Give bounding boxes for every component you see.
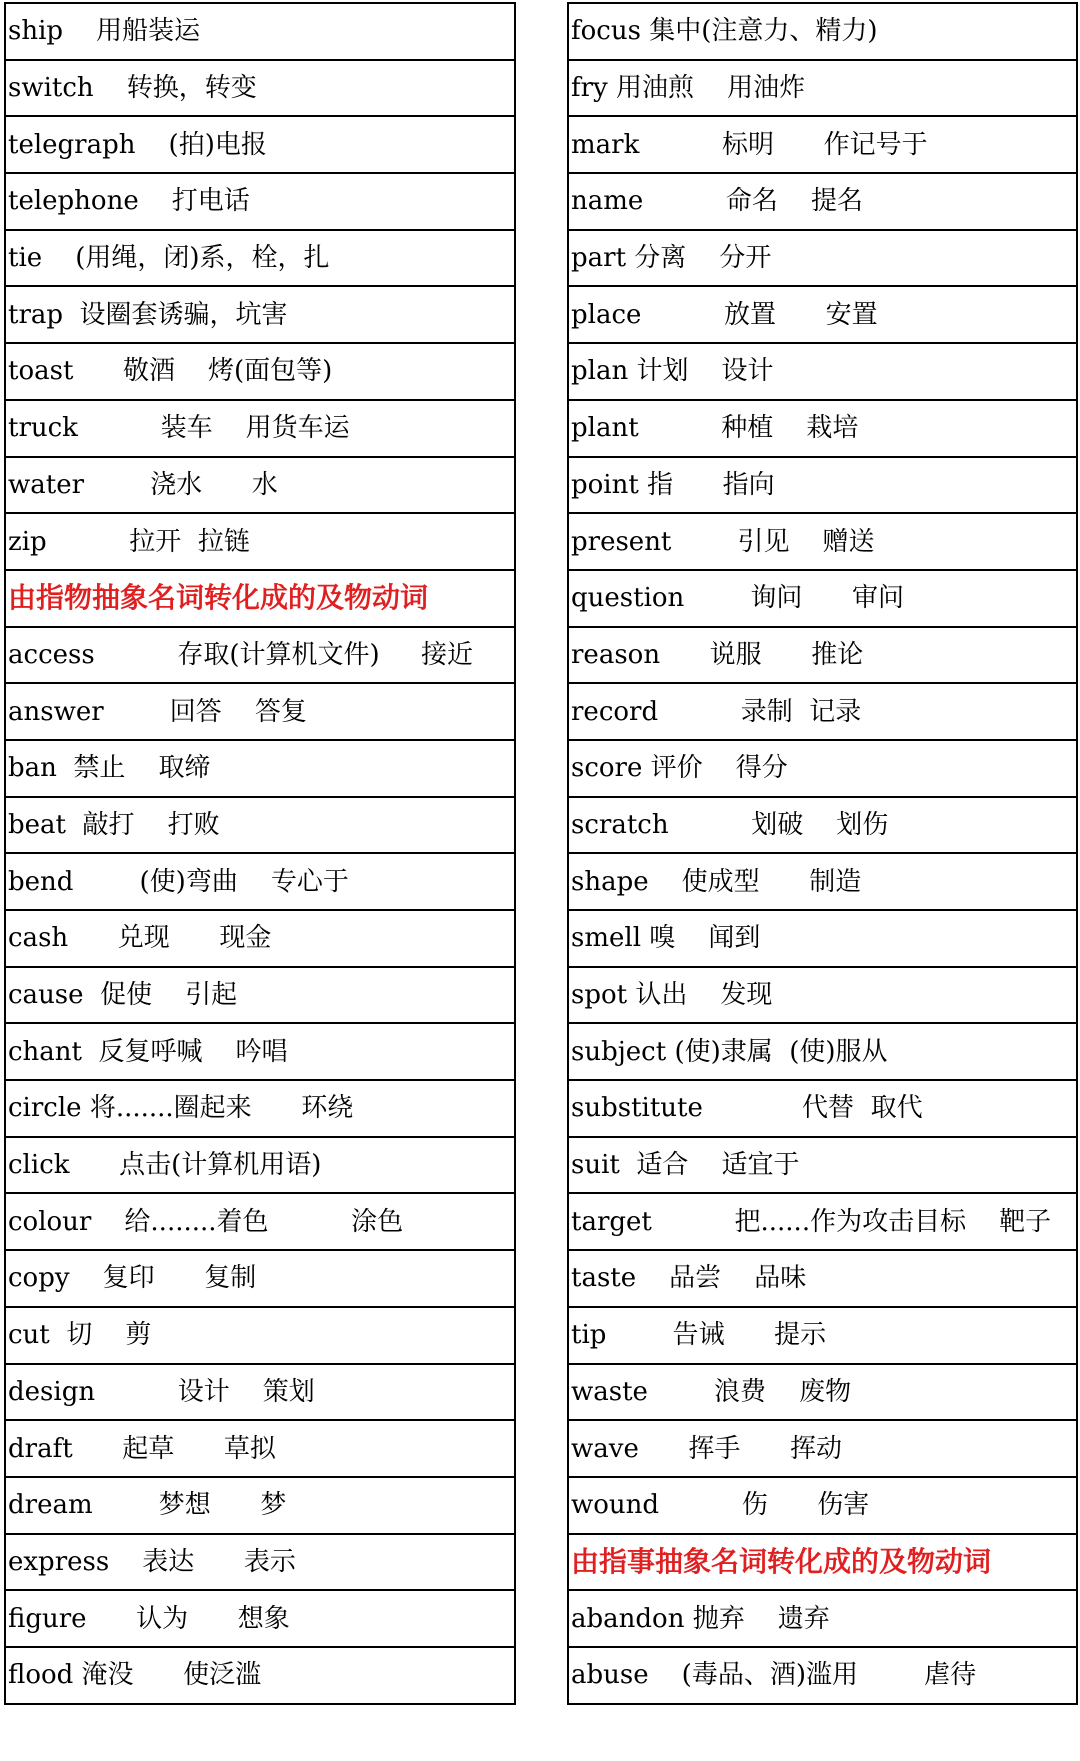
vocab-row: beat 敲打 打败: [6, 798, 514, 855]
vocab-row: bend (使)弯曲 专心于: [6, 854, 514, 911]
vocab-row: plant 种植 栽培: [569, 401, 1076, 458]
vocab-row: taste 品尝 品味: [569, 1251, 1076, 1308]
left-vocab-table: [4, 2, 516, 1705]
vocab-row: design 设计 策划: [6, 1365, 514, 1422]
vocab-row: plan 计划 设计: [569, 344, 1076, 401]
vocab-row: tip 告诫 提示: [569, 1308, 1076, 1365]
vocab-row: wave 挥手 挥动: [569, 1421, 1076, 1478]
vocab-row: dream 梦想 梦: [6, 1478, 514, 1535]
section-heading: 由指物抽象名词转化成的及物动词: [6, 571, 514, 628]
vocab-row: shape 使成型 制造: [569, 854, 1076, 911]
vocab-row: click 点击(计算机用语): [6, 1138, 514, 1195]
vocab-row: score 评价 得分: [569, 741, 1076, 798]
vocab-row: telephone 打电话: [6, 174, 514, 231]
vocab-row: answer 回答 答复: [6, 684, 514, 741]
vocab-row: copy 复印 复制: [6, 1251, 514, 1308]
vocab-row: tie (用绳，闭)系，栓，扎: [6, 231, 514, 288]
vocab-row: part 分离 分开: [569, 231, 1076, 288]
vocab-row: zip 拉开 拉链: [6, 514, 514, 571]
vocab-row: circle 将.......圈起来 环绕: [6, 1081, 514, 1138]
vocab-row: substitute 代替 取代: [569, 1081, 1076, 1138]
vocab-row: spot 认出 发现: [569, 968, 1076, 1025]
vocab-row: record 录制 记录: [569, 684, 1076, 741]
vocab-row: cash 兑现 现金: [6, 911, 514, 968]
vocab-row: figure 认为 想象: [6, 1591, 514, 1648]
vocab-row: toast 敬酒 烤(面包等): [6, 344, 514, 401]
vocab-row: trap 设圈套诱骗，坑害: [6, 287, 514, 344]
vocab-row: name 命名 提名: [569, 174, 1076, 231]
vocab-row: telegraph (拍)电报: [6, 117, 514, 174]
vocab-row: target 把......作为攻击目标 靶子: [569, 1194, 1076, 1251]
vocab-row: ship 用船装运: [6, 4, 514, 61]
vocab-row: question 询问 审问: [569, 571, 1076, 628]
vocab-row: switch 转换，转变: [6, 61, 514, 118]
vocab-row: suit 适合 适宜于: [569, 1138, 1076, 1195]
vocab-row: draft 起草 草拟: [6, 1421, 514, 1478]
vocab-row: mark 标明 作记号于: [569, 117, 1076, 174]
vocab-row: cut 切 剪: [6, 1308, 514, 1365]
vocab-row: scratch 划破 划伤: [569, 798, 1076, 855]
vocab-row: smell 嗅 闻到: [569, 911, 1076, 968]
vocab-row: fry 用油煎 用油炸: [569, 61, 1076, 118]
vocab-row: reason 说服 推论: [569, 628, 1076, 685]
vocab-row: point 指 指向: [569, 458, 1076, 515]
vocab-row: ban 禁止 取缔: [6, 741, 514, 798]
vocab-row: truck 装车 用货车运: [6, 401, 514, 458]
vocab-row: focus 集中(注意力、精力): [569, 4, 1076, 61]
section-heading: 由指事抽象名词转化成的及物动词: [569, 1535, 1076, 1592]
vocab-row: chant 反复呼喊 吟唱: [6, 1024, 514, 1081]
vocab-row: abandon 抛弃 遗弃: [569, 1591, 1076, 1648]
vocab-row: present 引见 赠送: [569, 514, 1076, 571]
vocab-row: subject (使)隶属 (使)服从: [569, 1024, 1076, 1081]
vocab-row: access 存取(计算机文件) 接近: [6, 628, 514, 685]
vocab-row: water 浇水 水: [6, 458, 514, 515]
vocab-row: wound 伤 伤害: [569, 1478, 1076, 1535]
vocab-row: express 表达 表示: [6, 1535, 514, 1592]
vocab-row: place 放置 安置: [569, 287, 1076, 344]
right-vocab-table: [567, 2, 1078, 1705]
vocab-row: waste 浪费 废物: [569, 1365, 1076, 1422]
vocab-row: flood 淹没 使泛滥: [6, 1648, 514, 1705]
vocab-row: cause 促使 引起: [6, 968, 514, 1025]
vocab-row: abuse (毒品、酒)滥用 虐待: [569, 1648, 1076, 1705]
vocab-row: colour 给........着色 涂色: [6, 1194, 514, 1251]
